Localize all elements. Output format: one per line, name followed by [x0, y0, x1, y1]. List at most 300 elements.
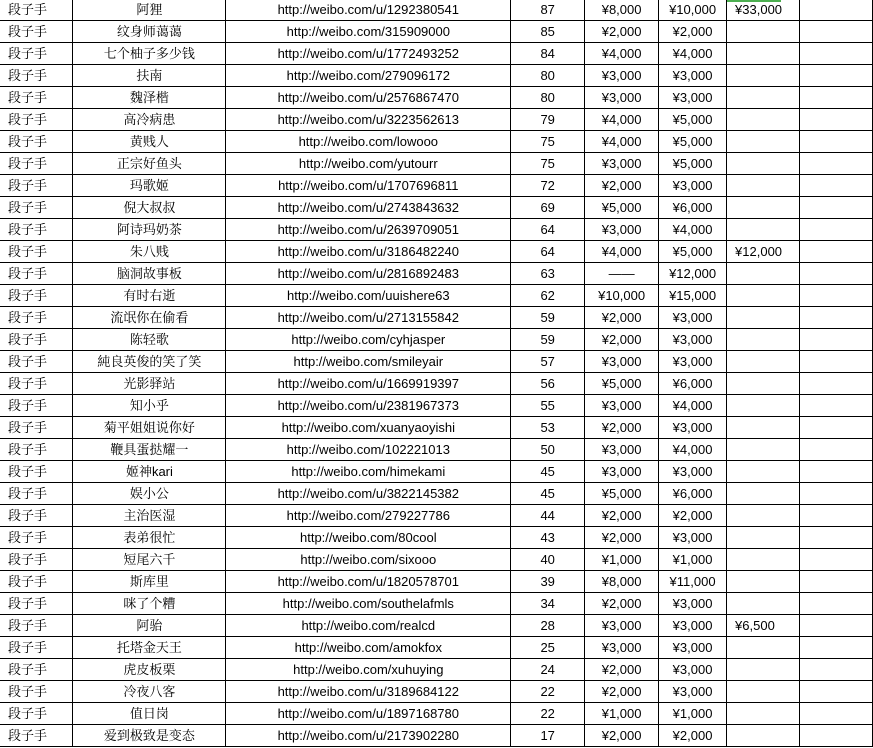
score-cell[interactable]: 80 [511, 87, 585, 109]
url-cell[interactable]: http://weibo.com/u/2381967373 [226, 395, 511, 417]
price-low-cell[interactable]: ¥2,000 [585, 175, 659, 197]
price-low-cell[interactable]: ¥4,000 [585, 109, 659, 131]
empty-cell[interactable] [800, 109, 873, 131]
category-cell[interactable]: 段子手 [0, 109, 73, 131]
url-cell[interactable]: http://weibo.com/u/1707696811 [226, 175, 511, 197]
empty-cell[interactable] [800, 65, 873, 87]
url-cell[interactable]: http://weibo.com/xuhuying [226, 659, 511, 681]
extra-price-cell[interactable] [727, 593, 800, 615]
score-cell[interactable]: 45 [511, 483, 585, 505]
price-high-cell[interactable]: ¥6,000 [659, 197, 727, 219]
extra-price-cell[interactable] [727, 65, 800, 87]
name-cell[interactable]: 姬神kari [73, 461, 226, 483]
url-cell[interactable]: http://weibo.com/u/3186482240 [226, 241, 511, 263]
category-cell[interactable]: 段子手 [0, 197, 73, 219]
empty-cell[interactable] [800, 153, 873, 175]
empty-cell[interactable] [800, 637, 873, 659]
price-high-cell[interactable]: ¥5,000 [659, 153, 727, 175]
score-cell[interactable]: 39 [511, 571, 585, 593]
category-cell[interactable]: 段子手 [0, 219, 73, 241]
name-cell[interactable]: 黄贱人 [73, 131, 226, 153]
empty-cell[interactable] [800, 483, 873, 505]
score-cell[interactable]: 57 [511, 351, 585, 373]
empty-cell[interactable] [800, 571, 873, 593]
name-cell[interactable]: 主治医湿 [73, 505, 226, 527]
extra-price-cell[interactable] [727, 87, 800, 109]
price-high-cell[interactable]: ¥3,000 [659, 659, 727, 681]
price-low-cell[interactable]: ¥3,000 [585, 87, 659, 109]
score-cell[interactable]: 80 [511, 65, 585, 87]
price-low-cell[interactable]: ¥2,000 [585, 659, 659, 681]
extra-price-cell[interactable] [727, 373, 800, 395]
extra-price-cell[interactable] [727, 681, 800, 703]
price-high-cell[interactable]: ¥4,000 [659, 219, 727, 241]
price-low-cell[interactable]: ¥4,000 [585, 131, 659, 153]
name-cell[interactable]: 知小乎 [73, 395, 226, 417]
score-cell[interactable]: 43 [511, 527, 585, 549]
empty-cell[interactable] [800, 615, 873, 637]
name-cell[interactable]: 純良英俊的笑了笑 [73, 351, 226, 373]
extra-price-cell[interactable] [727, 483, 800, 505]
name-cell[interactable]: 冷夜八客 [73, 681, 226, 703]
price-low-cell[interactable]: ¥4,000 [585, 43, 659, 65]
score-cell[interactable]: 63 [511, 263, 585, 285]
price-low-cell[interactable]: ¥3,000 [585, 395, 659, 417]
extra-price-cell[interactable] [727, 109, 800, 131]
score-cell[interactable]: 59 [511, 329, 585, 351]
name-cell[interactable]: 倪大叔叔 [73, 197, 226, 219]
name-cell[interactable]: 扶南 [73, 65, 226, 87]
price-low-cell[interactable]: ¥2,000 [585, 681, 659, 703]
table-row [0, 109, 873, 131]
table-row [0, 21, 873, 43]
extra-price-cell[interactable] [727, 571, 800, 593]
empty-cell[interactable] [800, 263, 873, 285]
score-cell[interactable]: 45 [511, 461, 585, 483]
price-high-cell[interactable]: ¥3,000 [659, 681, 727, 703]
table-row [0, 527, 873, 549]
table-row [0, 307, 873, 329]
extra-price-cell[interactable] [727, 417, 800, 439]
extra-price-cell[interactable] [727, 329, 800, 351]
table-row [0, 153, 873, 175]
empty-cell[interactable] [800, 21, 873, 43]
price-low-cell[interactable]: ¥3,000 [585, 615, 659, 637]
category-cell[interactable]: 段子手 [0, 637, 73, 659]
table-row [0, 549, 873, 571]
name-cell[interactable]: 流氓你在偷看 [73, 307, 226, 329]
score-cell[interactable]: 85 [511, 21, 585, 43]
url-cell[interactable]: http://weibo.com/u/2639709051 [226, 219, 511, 241]
extra-price-cell[interactable] [727, 351, 800, 373]
table-row [0, 417, 873, 439]
empty-cell[interactable] [800, 505, 873, 527]
empty-cell[interactable] [800, 703, 873, 725]
name-cell[interactable]: 玛歌姬 [73, 175, 226, 197]
name-cell[interactable]: 咪了个糟 [73, 593, 226, 615]
price-low-cell[interactable]: ¥2,000 [585, 505, 659, 527]
name-cell[interactable]: 有时右逝 [73, 285, 226, 307]
category-cell[interactable]: 段子手 [0, 263, 73, 285]
price-high-cell[interactable]: ¥3,000 [659, 461, 727, 483]
url-cell[interactable]: http://weibo.com/u/3822145382 [226, 483, 511, 505]
price-low-cell[interactable]: ¥3,000 [585, 219, 659, 241]
name-cell[interactable]: 爱到极致是变态 [73, 725, 226, 747]
empty-cell[interactable] [800, 549, 873, 571]
price-high-cell[interactable]: ¥5,000 [659, 131, 727, 153]
category-cell[interactable]: 段子手 [0, 0, 73, 21]
extra-price-cell[interactable] [727, 725, 800, 747]
score-cell[interactable]: 28 [511, 615, 585, 637]
price-high-cell[interactable]: ¥11,000 [659, 571, 727, 593]
price-high-cell[interactable]: ¥1,000 [659, 549, 727, 571]
empty-cell[interactable] [800, 373, 873, 395]
price-high-cell[interactable]: ¥2,000 [659, 505, 727, 527]
price-high-cell[interactable]: ¥4,000 [659, 439, 727, 461]
category-cell[interactable]: 段子手 [0, 395, 73, 417]
empty-cell[interactable] [800, 417, 873, 439]
extra-price-cell[interactable] [727, 263, 800, 285]
price-high-cell[interactable]: ¥2,000 [659, 725, 727, 747]
price-low-cell[interactable]: ¥4,000 [585, 241, 659, 263]
table-row [0, 329, 873, 351]
price-low-cell[interactable]: ¥5,000 [585, 483, 659, 505]
url-cell[interactable]: http://weibo.com/xuanyaoyishi [226, 417, 511, 439]
name-cell[interactable]: 魏泽楷 [73, 87, 226, 109]
url-cell[interactable]: http://weibo.com/realcd [226, 615, 511, 637]
price-low-cell[interactable]: ¥2,000 [585, 725, 659, 747]
category-cell[interactable]: 段子手 [0, 461, 73, 483]
url-cell[interactable]: http://weibo.com/u/2816892483 [226, 263, 511, 285]
score-cell[interactable]: 59 [511, 307, 585, 329]
price-high-cell[interactable]: ¥5,000 [659, 241, 727, 263]
url-cell[interactable]: http://weibo.com/u/1820578701 [226, 571, 511, 593]
empty-cell[interactable] [800, 0, 873, 21]
name-cell[interactable]: 斯库里 [73, 571, 226, 593]
empty-cell[interactable] [800, 307, 873, 329]
extra-price-cell[interactable] [727, 439, 800, 461]
price-low-cell[interactable]: ¥3,000 [585, 153, 659, 175]
url-cell[interactable]: http://weibo.com/315909000 [226, 21, 511, 43]
empty-cell[interactable] [800, 241, 873, 263]
score-cell[interactable]: 69 [511, 197, 585, 219]
name-cell[interactable]: 高冷病患 [73, 109, 226, 131]
score-cell[interactable]: 24 [511, 659, 585, 681]
category-cell[interactable]: 段子手 [0, 21, 73, 43]
price-high-cell[interactable]: ¥3,000 [659, 175, 727, 197]
extra-price-cell[interactable] [727, 637, 800, 659]
price-low-cell[interactable]: ¥3,000 [585, 65, 659, 87]
extra-price-cell[interactable] [727, 175, 800, 197]
price-high-cell[interactable]: ¥5,000 [659, 109, 727, 131]
empty-cell[interactable] [800, 725, 873, 747]
url-cell[interactable]: http://weibo.com/u/1669919397 [226, 373, 511, 395]
extra-price-cell[interactable]: ¥12,000 [727, 241, 800, 263]
empty-cell[interactable] [800, 131, 873, 153]
url-cell[interactable]: http://weibo.com/u/2743843632 [226, 197, 511, 219]
table-row [0, 175, 873, 197]
price-low-cell[interactable]: ¥1,000 [585, 549, 659, 571]
table-row [0, 263, 873, 285]
score-cell[interactable]: 64 [511, 219, 585, 241]
name-cell[interactable]: 短尾六千 [73, 549, 226, 571]
extra-price-cell[interactable] [727, 461, 800, 483]
price-high-cell[interactable]: ¥6,000 [659, 373, 727, 395]
price-low-cell[interactable]: ¥3,000 [585, 461, 659, 483]
table-row [0, 483, 873, 505]
url-cell[interactable]: http://weibo.com/80cool [226, 527, 511, 549]
score-cell[interactable]: 50 [511, 439, 585, 461]
category-cell[interactable]: 段子手 [0, 659, 73, 681]
extra-price-cell[interactable] [727, 43, 800, 65]
table-row [0, 439, 873, 461]
name-cell[interactable]: 鞭具蛋挞耀一 [73, 439, 226, 461]
extra-price-cell[interactable] [727, 131, 800, 153]
price-low-cell[interactable]: ¥3,000 [585, 351, 659, 373]
table-row [0, 505, 873, 527]
empty-cell[interactable] [800, 527, 873, 549]
category-cell[interactable]: 段子手 [0, 681, 73, 703]
url-cell[interactable]: http://weibo.com/u/2173902280 [226, 725, 511, 747]
url-cell[interactable]: http://weibo.com/u/2576867470 [226, 87, 511, 109]
url-cell[interactable]: http://weibo.com/uuishere63 [226, 285, 511, 307]
name-cell[interactable]: 娱小公 [73, 483, 226, 505]
price-high-cell[interactable]: ¥4,000 [659, 395, 727, 417]
name-cell[interactable]: 值日岗 [73, 703, 226, 725]
empty-cell[interactable] [800, 351, 873, 373]
url-cell[interactable]: http://weibo.com/u/1292380541 [226, 0, 511, 21]
price-low-cell[interactable]: ¥2,000 [585, 307, 659, 329]
url-cell[interactable]: http://weibo.com/102221013 [226, 439, 511, 461]
price-high-cell[interactable]: ¥15,000 [659, 285, 727, 307]
score-cell[interactable]: 22 [511, 681, 585, 703]
score-cell[interactable]: 17 [511, 725, 585, 747]
price-low-cell[interactable]: ¥2,000 [585, 329, 659, 351]
price-high-cell[interactable]: ¥1,000 [659, 703, 727, 725]
category-cell[interactable]: 段子手 [0, 505, 73, 527]
score-cell[interactable]: 79 [511, 109, 585, 131]
price-high-cell[interactable]: ¥3,000 [659, 527, 727, 549]
extra-price-cell[interactable] [727, 527, 800, 549]
url-cell[interactable]: http://weibo.com/u/1772493252 [226, 43, 511, 65]
url-cell[interactable]: http://weibo.com/u/3189684122 [226, 681, 511, 703]
extra-price-cell[interactable] [727, 153, 800, 175]
price-low-cell[interactable]: ¥5,000 [585, 373, 659, 395]
category-cell[interactable]: 段子手 [0, 175, 73, 197]
name-cell[interactable]: 陈轻歌 [73, 329, 226, 351]
price-high-cell[interactable]: ¥4,000 [659, 43, 727, 65]
price-high-cell[interactable]: ¥3,000 [659, 593, 727, 615]
name-cell[interactable]: 托塔金天王 [73, 637, 226, 659]
name-cell[interactable]: 阿诗玛奶茶 [73, 219, 226, 241]
name-cell[interactable]: 阿狸 [73, 0, 226, 21]
category-cell[interactable]: 段子手 [0, 307, 73, 329]
url-cell[interactable]: http://weibo.com/u/1897168780 [226, 703, 511, 725]
category-cell[interactable]: 段子手 [0, 131, 73, 153]
name-cell[interactable]: 正宗好鱼头 [73, 153, 226, 175]
price-high-cell[interactable]: ¥3,000 [659, 637, 727, 659]
empty-cell[interactable] [800, 329, 873, 351]
url-cell[interactable]: http://weibo.com/yutourr [226, 153, 511, 175]
category-cell[interactable]: 段子手 [0, 725, 73, 747]
extra-price-cell[interactable] [727, 307, 800, 329]
name-cell[interactable]: 菊平姐姐说你好 [73, 417, 226, 439]
extra-price-cell[interactable] [727, 659, 800, 681]
category-cell[interactable]: 段子手 [0, 373, 73, 395]
empty-cell[interactable] [800, 219, 873, 241]
category-cell[interactable]: 段子手 [0, 43, 73, 65]
url-cell[interactable]: http://weibo.com/smileyair [226, 351, 511, 373]
score-cell[interactable]: 56 [511, 373, 585, 395]
table-row [0, 571, 873, 593]
price-low-cell[interactable]: ¥2,000 [585, 593, 659, 615]
extra-price-cell[interactable] [727, 219, 800, 241]
empty-cell[interactable] [800, 659, 873, 681]
name-cell[interactable]: 表弟很忙 [73, 527, 226, 549]
empty-cell[interactable] [800, 461, 873, 483]
score-cell[interactable]: 25 [511, 637, 585, 659]
extra-price-cell[interactable] [727, 505, 800, 527]
price-high-cell[interactable]: ¥3,000 [659, 329, 727, 351]
empty-cell[interactable] [800, 285, 873, 307]
price-high-cell[interactable]: ¥10,000 [659, 0, 727, 21]
price-low-cell[interactable]: ¥2,000 [585, 21, 659, 43]
extra-price-cell[interactable]: ¥33,000 [727, 0, 800, 21]
price-low-cell[interactable]: ¥8,000 [585, 571, 659, 593]
score-cell[interactable]: 75 [511, 153, 585, 175]
category-cell[interactable]: 段子手 [0, 417, 73, 439]
empty-cell[interactable] [800, 197, 873, 219]
price-high-cell[interactable]: ¥3,000 [659, 351, 727, 373]
empty-cell[interactable] [800, 395, 873, 417]
url-cell[interactable]: http://weibo.com/himekami [226, 461, 511, 483]
extra-price-cell[interactable] [727, 285, 800, 307]
category-cell[interactable]: 段子手 [0, 571, 73, 593]
category-cell[interactable]: 段子手 [0, 703, 73, 725]
price-low-cell[interactable]: ¥10,000 [585, 285, 659, 307]
price-low-cell[interactable]: ¥2,000 [585, 417, 659, 439]
category-cell[interactable]: 段子手 [0, 285, 73, 307]
score-cell[interactable]: 84 [511, 43, 585, 65]
price-high-cell[interactable]: ¥3,000 [659, 87, 727, 109]
empty-cell[interactable] [800, 43, 873, 65]
url-cell[interactable]: http://weibo.com/southelafmls [226, 593, 511, 615]
table-row [0, 593, 873, 615]
url-cell[interactable]: http://weibo.com/u/3223562613 [226, 109, 511, 131]
extra-price-cell[interactable] [727, 197, 800, 219]
price-low-cell[interactable]: ¥3,000 [585, 439, 659, 461]
category-cell[interactable]: 段子手 [0, 527, 73, 549]
category-cell[interactable]: 段子手 [0, 483, 73, 505]
table-row [0, 241, 873, 263]
extra-price-cell[interactable] [727, 549, 800, 571]
url-cell[interactable]: http://weibo.com/u/2713155842 [226, 307, 511, 329]
score-cell[interactable]: 72 [511, 175, 585, 197]
url-cell[interactable]: http://weibo.com/279227786 [226, 505, 511, 527]
score-cell[interactable]: 87 [511, 0, 585, 21]
category-cell[interactable]: 段子手 [0, 153, 73, 175]
name-cell[interactable]: 脑洞故事板 [73, 263, 226, 285]
table-row [0, 351, 873, 373]
table-row [0, 461, 873, 483]
price-high-cell[interactable]: ¥3,000 [659, 65, 727, 87]
score-cell[interactable]: 75 [511, 131, 585, 153]
url-cell[interactable]: http://weibo.com/cyhjasper [226, 329, 511, 351]
table-row [0, 637, 873, 659]
price-high-cell[interactable]: ¥6,000 [659, 483, 727, 505]
price-low-cell[interactable]: ¥2,000 [585, 527, 659, 549]
url-cell[interactable]: http://weibo.com/amokfox [226, 637, 511, 659]
price-high-cell[interactable]: ¥3,000 [659, 615, 727, 637]
price-low-cell[interactable]: ¥3,000 [585, 637, 659, 659]
score-cell[interactable]: 22 [511, 703, 585, 725]
table-row [0, 219, 873, 241]
empty-cell[interactable] [800, 175, 873, 197]
url-cell[interactable]: http://weibo.com/sixooo [226, 549, 511, 571]
category-cell[interactable]: 段子手 [0, 329, 73, 351]
category-cell[interactable]: 段子手 [0, 65, 73, 87]
empty-cell[interactable] [800, 87, 873, 109]
category-cell[interactable]: 段子手 [0, 87, 73, 109]
extra-price-cell[interactable]: ¥6,500 [727, 615, 800, 637]
price-high-cell[interactable]: ¥3,000 [659, 417, 727, 439]
name-cell[interactable]: 虎皮板栗 [73, 659, 226, 681]
price-low-cell[interactable]: ¥1,000 [585, 703, 659, 725]
table-row [0, 703, 873, 725]
score-cell[interactable]: 40 [511, 549, 585, 571]
score-cell[interactable]: 55 [511, 395, 585, 417]
extra-price-cell[interactable] [727, 395, 800, 417]
extra-price-cell[interactable] [727, 703, 800, 725]
score-cell[interactable]: 44 [511, 505, 585, 527]
table-row [0, 725, 873, 747]
url-cell[interactable]: http://weibo.com/279096172 [226, 65, 511, 87]
price-low-cell[interactable]: —— [585, 263, 659, 285]
category-cell[interactable]: 段子手 [0, 593, 73, 615]
category-cell[interactable]: 段子手 [0, 439, 73, 461]
name-cell[interactable]: 光影驿站 [73, 373, 226, 395]
table-row [0, 131, 873, 153]
price-low-cell[interactable]: ¥5,000 [585, 197, 659, 219]
empty-cell[interactable] [800, 593, 873, 615]
name-cell[interactable]: 纹身师蔼蔼 [73, 21, 226, 43]
url-cell[interactable]: http://weibo.com/lowooo [226, 131, 511, 153]
table-row [0, 659, 873, 681]
price-high-cell[interactable]: ¥3,000 [659, 307, 727, 329]
table-row [0, 285, 873, 307]
extra-price-cell[interactable] [727, 21, 800, 43]
price-high-cell[interactable]: ¥2,000 [659, 21, 727, 43]
category-cell[interactable]: 段子手 [0, 351, 73, 373]
category-cell[interactable]: 段子手 [0, 615, 73, 637]
price-high-cell[interactable]: ¥12,000 [659, 263, 727, 285]
name-cell[interactable]: 七个柚子多少钱 [73, 43, 226, 65]
category-cell[interactable]: 段子手 [0, 241, 73, 263]
table-row [0, 87, 873, 109]
name-cell[interactable]: 朱八贱 [73, 241, 226, 263]
empty-cell[interactable] [800, 439, 873, 461]
score-cell[interactable]: 34 [511, 593, 585, 615]
table-row [0, 197, 873, 219]
price-low-cell[interactable]: ¥8,000 [585, 0, 659, 21]
score-cell[interactable]: 62 [511, 285, 585, 307]
score-cell[interactable]: 64 [511, 241, 585, 263]
category-cell[interactable]: 段子手 [0, 549, 73, 571]
table-row [0, 681, 873, 703]
score-cell[interactable]: 53 [511, 417, 585, 439]
empty-cell[interactable] [800, 681, 873, 703]
name-cell[interactable]: 阿骀 [73, 615, 226, 637]
